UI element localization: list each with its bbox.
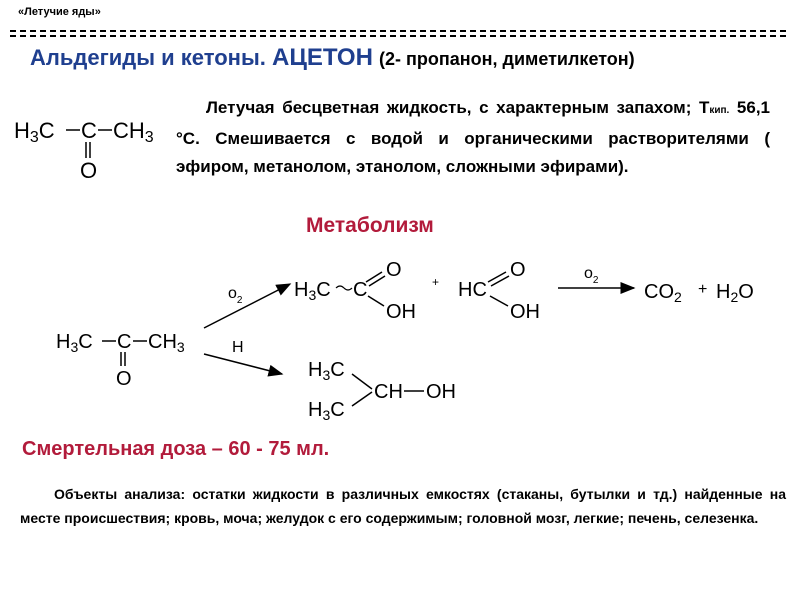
svg-text:H3C: $H_3C$ [56,331,93,355]
isopropanol-structure [308,359,456,423]
title-synonyms: (2- пропанон, диметилкетон) [379,49,635,69]
label-o2: $o_2$ [228,285,243,306]
acetone-structure-left [56,331,185,390]
formula-o: O [80,158,98,183]
svg-text:CH: CH [374,381,403,403]
svg-text:O: O [386,259,402,281]
svg-text:C: C [117,331,132,353]
svg-text:H3C: $H_3C$ [308,359,345,383]
description-text: Летучая бесцветная жидкость, с характерным запахом; Ткип. 56,1 °С. Смешивается с водой и органическими растворителями ( эфиром, метанолом, этанолом, сложными эфирами). [176,98,771,176]
metabolism-title: Метаболизм [306,214,434,237]
svg-text:CO2: $CO_2$ [644,281,682,305]
svg-text:H2O: $H_2O$ [716,281,754,305]
oxidation-arrow [204,284,290,328]
label-h: H [232,339,244,356]
title-acetone: АЦЕТОН [271,44,373,71]
analysis-objects: Объекты анализа: остатки жидкости в различных емкостях (стаканы, бутылки и тд.) найденные на месте происшествия; кровь, моча; желудок с его содержимым; головной мозг, легкие; печень, селезенка. [20,486,786,526]
svg-text:C: C [353,279,368,301]
svg-text:+: + [698,281,708,298]
formula-ch3: CH3 [113,118,154,146]
lethal-dose: Смертельная доза – 60 - 75 мл. [22,438,330,460]
svg-text:HC: HC [458,279,487,301]
svg-text:OH: OH [426,381,456,403]
svg-text:O: O [510,259,526,281]
svg-text:OH: OH [510,301,540,323]
formula-h3c: H3C [14,118,55,146]
label-o2-second: $o_2$ [584,265,599,286]
svg-text:O: O [116,368,132,390]
header-title: «Летучие яды» [18,6,101,18]
reduction-arrow [204,354,282,374]
svg-text:H3C: $H_3C$ [294,279,331,303]
title-main: Альдегиды и кетоны. [30,45,266,70]
plus-sign: + [432,275,440,289]
svg-text:OH: OH [386,301,416,323]
acetic-acid-structure [294,259,416,323]
header-divider-top [10,30,786,32]
acetone-structure-top [14,110,174,190]
page-title [30,44,635,72]
formula-c: C [81,118,97,143]
products-co2-h2o [644,281,754,305]
svg-text:H3C: $H_3C$ [308,399,345,423]
svg-text:CH3: $CH_3$ [148,331,185,355]
metabolism-diagram [0,244,800,434]
header-divider-bottom [10,35,786,37]
formic-acid-structure [458,259,540,323]
